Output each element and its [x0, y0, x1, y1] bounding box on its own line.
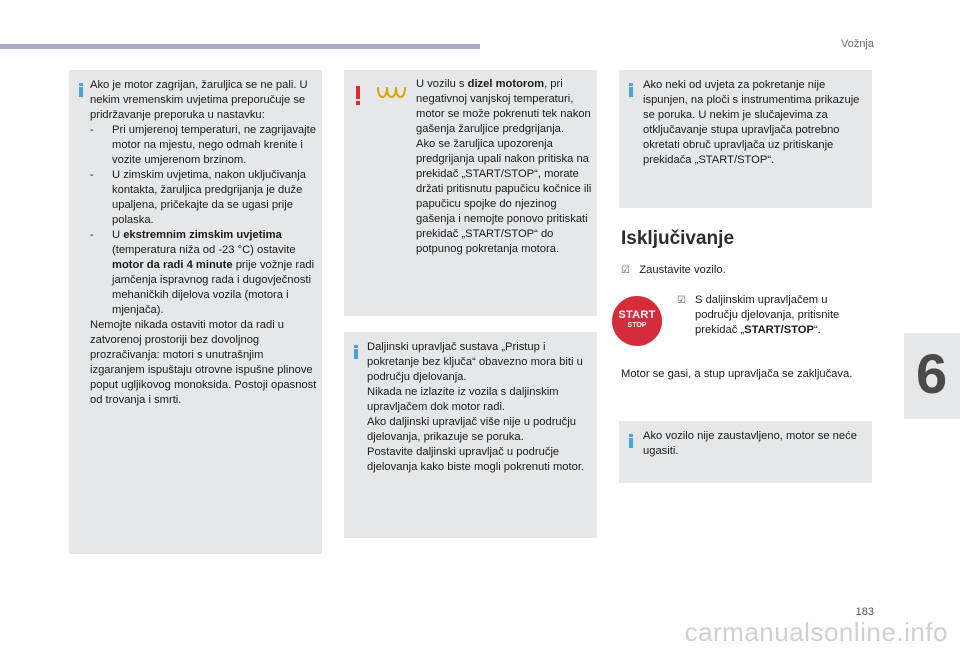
box2-p2: Ako se žaruljica upozorenja predgrijanja upali nakon pritiska na prekidač „START/STOP“, morate držati pritisnutu papučicu kočnice ili papučicu spojke do njezinog gašenja i nemojte ponovo pritiskati prekidač „START/STOP“ do potpunog pokretanja motora.: [416, 138, 592, 255]
info-box-conditions: [619, 70, 872, 208]
box3-p2: Nikada ne izlazite iz vozila s daljinskim upravljačem dok motor radi.: [367, 386, 559, 413]
box2-p1: U vozilu s dizel motorom, pri negativnoj vanjskoj temperaturi, motor se može pokrenuti tek nakon gašenja žaruljice predgrijanja.: [416, 78, 591, 135]
warning-icon: [355, 86, 361, 106]
watermark: carmanualsonline.info: [684, 617, 948, 647]
box1-outro: Nemojte nikada ostaviti motor da radi u zatvorenoj prostoriji bez dovoljnog prozračivanja: motori s unutrašnjim izgaranjem ispuštaju otrovne ispušne plinove poput ugljikovog monoksida. Postoji opasnost od trovanja i smrti.: [90, 319, 317, 406]
box3-p4: Postavite daljinski upravljač u područje djelovanja kako biste mogli pokrenuti motor.: [367, 446, 585, 473]
chapter-number: 6: [916, 342, 948, 405]
section-heading: Isključivanje: [621, 228, 735, 249]
section-title: Vožnja: [840, 38, 874, 50]
info-box-remote: [344, 332, 597, 538]
start-stop-button-icon: START STOP: [612, 296, 662, 346]
info-box-engine-warm: [69, 70, 322, 554]
list-item: - U zimskim uvjetima, nakon uključivanja kontakta, žaruljica predgrijanja je duže upaljena, pričekajte da se ugasi prije polaska.: [90, 169, 306, 226]
list-item: - Pri umjerenoj temperaturi, ne zagrijavajte motor na mjestu, nego odmah krenite i vozite umjerenom brzinom.: [90, 124, 316, 166]
box3-p1: Daljinski upravljač sustava „Pristup i pokretanje bez ključa“ obavezno mora biti u području djelovanja.: [367, 341, 583, 383]
result-text: Motor se gasi, a stup upravljača se zaključava.: [621, 368, 853, 380]
glow-plug-icon: [375, 86, 407, 102]
step-2: ☑ S daljinskim upravljačem u području djelovanja, pritisnite prekidač „START/STOP“.: [677, 294, 840, 336]
info-icon: [629, 83, 633, 97]
info-box-not-stopped: [619, 421, 872, 483]
info-icon: [79, 83, 83, 97]
checkbox-flag-icon: ☑: [677, 295, 686, 306]
checkbox-flag-icon: ☑: [621, 265, 630, 276]
step-1: ☑ Zaustavite vozilo.: [621, 264, 726, 276]
box4-text: Ako neki od uvjeta za pokretanje nije ispunjen, na ploči s instrumentima prikazuje se poruka. U nekim je slučajevima za otključavanje stupa upravljača potrebno okretati obruč upravljača uz pritiskanje prekidača „START/STOP“.: [643, 79, 860, 166]
box5-text: Ako vozilo nije zaustavljeno, motor se neće ugasiti.: [643, 430, 857, 457]
info-icon: [354, 345, 358, 359]
info-icon: [629, 434, 633, 448]
box3-p3: Ako daljinski upravljač više nije u području djelovanja, prikazuje se poruka.: [367, 416, 576, 443]
page-number: 183: [855, 606, 874, 618]
chapter-tab: [904, 333, 960, 419]
box1-intro: Ako je motor zagrijan, žaruljica se ne pali. U nekim vremenskim uvjetima preporučuje se pridržavanje preporuka u nastavku:: [90, 79, 308, 121]
list-item: - U ekstremnim zimskim uvjetima (temperatura niža od -23 °C) ostavite motor da radi 4 minute prije vožnje radi jamčenja ispravnog rada i dugovječnosti mehaničkih dijelova vozila (motora i mjenjača).: [90, 229, 315, 316]
top-accent-bar: [0, 44, 480, 49]
